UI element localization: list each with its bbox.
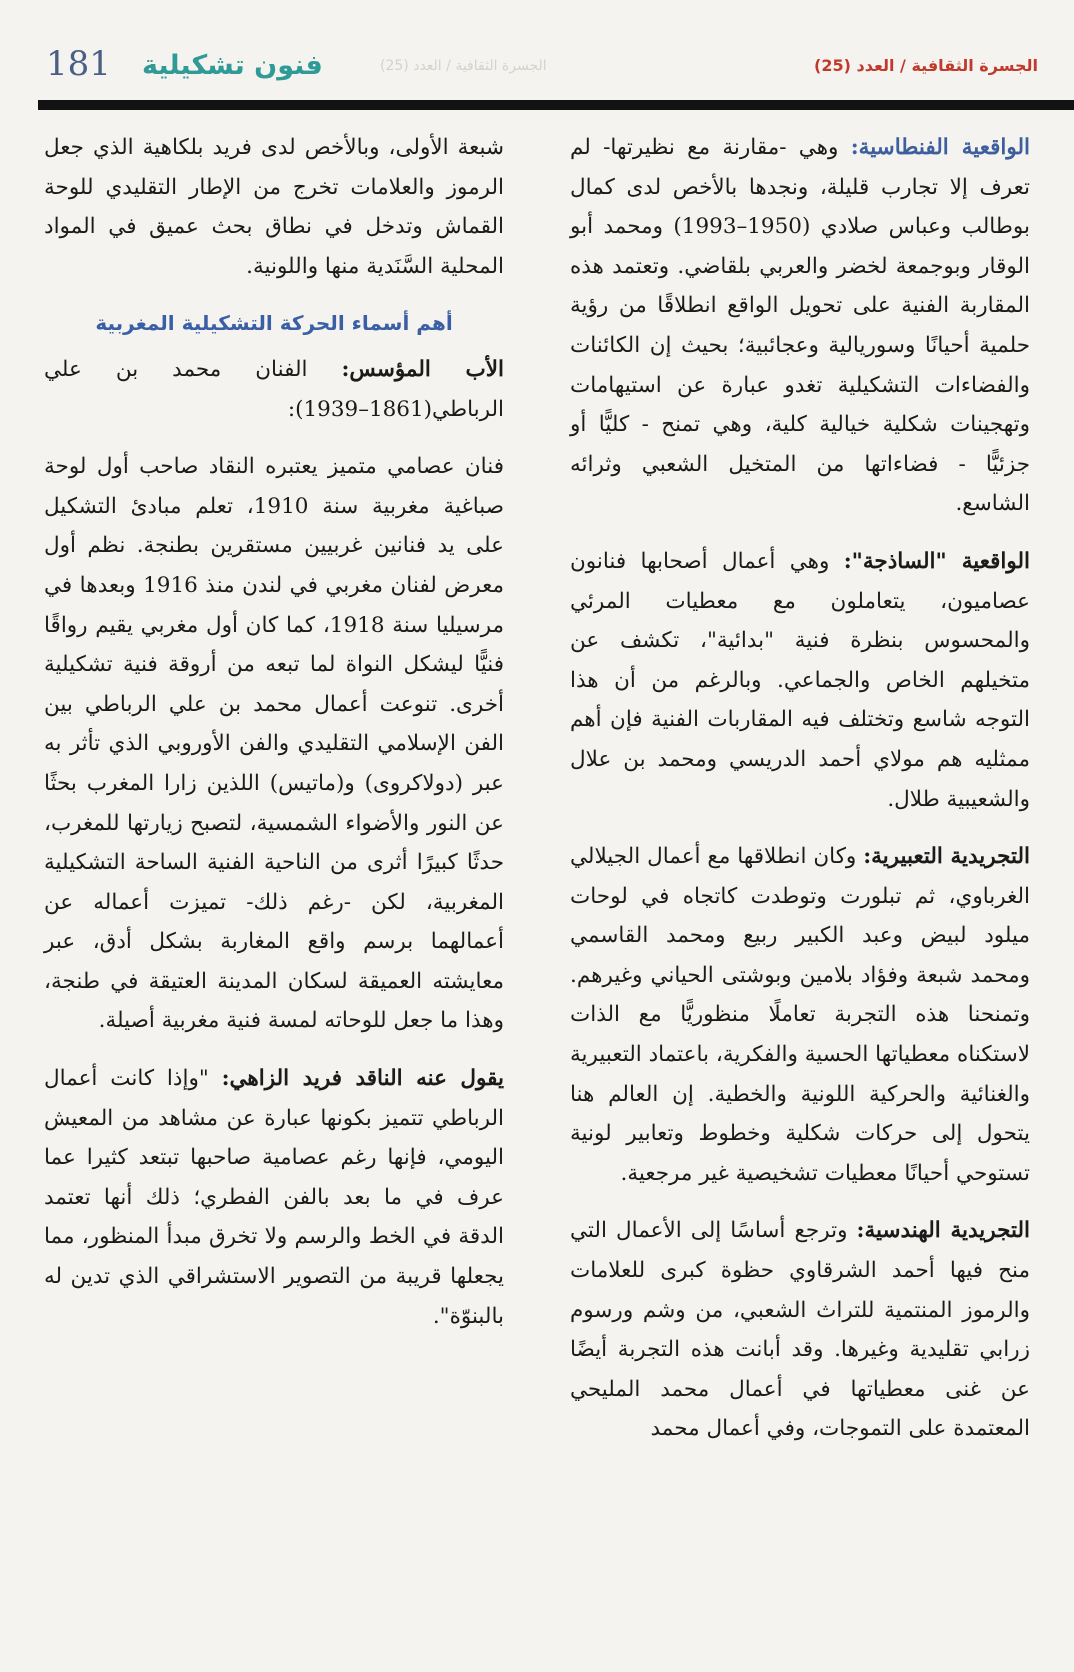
paragraph-continuation: شبعة الأولى، وبالأخص لدى فريد بلكاهية الذي جعل الرموز والعلامات تخرج من الإطار التقليدي للوحة القماش وتدخل في نطاق بحث عميق في المواد المحلية السَّنَدية منها واللونية. (44, 135, 504, 279)
left-column (44, 128, 504, 1354)
paragraph-fantastic-realism (570, 128, 1030, 524)
paragraph-critic-quote (44, 1059, 504, 1336)
paragraph-founding-father (44, 350, 504, 429)
text-fantastic-realism: وهي -مقارنة مع نظيرتها- لم تعرف إلا تجارب قليلة، ونجدها بالأخص لدى كمال بوطالب وعباس صلادي (1950–1993) ومحمد أبو الوقار وبوجمعة لخضر والعربي بلقاضي. وتعتمد هذه المقاربة الفنية على تحويل الواقع انطلاقًا من رؤية حلمية أحيانًا وسوريالية وعجائبية؛ بحيث إن الكائنات والفضاءات التشكيلية تغدو عبارة عن استيهامات وتهجينات شكلية خيالية كلية، وهي تمنح - كليًّا أو جزئيًّا - فضاءاتها من المتخيل الشعبي وثرائه الشاسع. (570, 135, 1030, 517)
paragraph-expressive-abstraction (570, 837, 1030, 1193)
paragraph-biography: فنان عصامي متميز يعتبره النقاد صاحب أول لوحة صباغية مغربية سنة 1910، تعلم مبادئ التشكيل على يد فنانين غربيين مستقرين بطنجة. نظم أول معرض لفنان مغربي في لندن منذ 1916 وبعدها في مرسيليا سنة 1918، كما كان أول مغربي يقيم رواقًا فنيًّا ليشكل النواة لما تبعه من أروقة فنية تشكيلية أخرى. تنوعت أعمال محمد بن علي الرباطي بين الفن الإسلامي التقليدي والفن الأوروبي الذي تأثر به عبر (دولاكروى) و(ماتيس) اللذين زارا المغرب بحثًا عن النور والأضواء الشمسية، لتصبح زيارتها للمغرب، حدثًا كبيرًا أثرى من الناحية الفنية الساحة التشكيلية المغربية، لكن -رغم ذلك- تميزت أعماله عن أعمالهما برسم واقع المغاربة بشكل أدق، عبر معايشته العميقة لسكان المدينة العتيقة في طنجة، وهذا ما جعل للوحاته لمسة فنية مغربية أصيلة. (44, 454, 504, 1034)
text-critic-quote: "وإذا كانت أعمال الرباطي تتميز بكونها عبارة عن مشاهد من المعيش اليومي، فإنها رغم عصامية صاحبها تبتعد كثيرا عما عرف في ما بعد بالفن الفطري؛ ذلك أنها تعتمد الدقة في الخط والرسم ولا تخرق مبدأ المنظور، مما يجعلها قريبة من التصوير الاستشراقي الذي تدين له بالبنوّة". (44, 1066, 504, 1329)
term-founding-father: الأب المؤسس: (341, 356, 504, 382)
term-critic-quote: يقول عنه الناقد فريد الزاهي: (221, 1066, 504, 1092)
text-naive-realism: وهي أعمال أصحابها فنانون عصاميون، يتعاملون مع معطيات المرئي والمحسوس بنظرة فنية "بدائية"، تكشف عن متخيلهم الخاص والجماعي. وبالرغم من أن هذا التوجه شاسع وتختلف فيه المقاربات الفنية فإن أهم ممثليه هم مولاي أحمد الدريسي ومحمد بن علال والشعيبية طلال. (570, 548, 1030, 812)
journal-title: الجسرة الثقافية / العدد (25) (814, 56, 1038, 75)
text-expressive-abstraction: وكان انطلاقها مع أعمال الجيلالي الغرباوي، ثم تبلورت وتوطدت كاتجاه في لوحات ميلود لبيض وعبد الكبير ربيع ومحمد القاسمي ومحمد شبعة وفؤاد بلامين وبوشتى الحياني وغيرهم. وتمنحنا هذه التجربة تعاملًا منظوريًّا مع الذات لاستكناه معطياتها الحسية والفكرية، باعتماد التعبيرية والغنائية والحركية اللونية والخطية. إن العالم هنا يتحول إلى حركات شكلية وخطوط وتعابير لونية تستوحي أحيانًا معطيات تشخيصية غير مرجعية. (570, 844, 1030, 1186)
text-geometric-abstraction: وترجع أساسًا إلى الأعمال التي منح فيها أحمد الشرقاوي حظوة كبرى للعلامات والرموز المنتمية للتراث الشعبي، من وشم ورسوم زرابي تقليدية وغيرها. وقد أبانت هذه التجربة أيضًا عن غنى معطياتها في أعمال محمد المليحي المعتمدة على التموجات، وفي أعمال محمد (570, 1218, 1030, 1442)
section-title: فنون تشكيلية (142, 50, 323, 81)
page-header (0, 0, 1074, 96)
term-fantastic-realism: الواقعية الفنطاسية: (850, 135, 1030, 160)
subheading: أهم أسماء الحركة التشكيلية المغربية (95, 311, 453, 336)
page-number: 181 (46, 44, 111, 84)
term-expressive-abstraction: التجريدية التعبيرية: (863, 844, 1030, 870)
header-rule (38, 100, 1074, 110)
paragraph-naive-realism (570, 542, 1030, 819)
faint-watermark-text: الجسرة الثقافية / العدد (25) (380, 58, 547, 74)
paragraph-geometric-abstraction (570, 1211, 1030, 1449)
term-geometric-abstraction: التجريدية الهندسية: (856, 1218, 1030, 1244)
right-column (570, 128, 1030, 1467)
term-naive-realism: الواقعية "الساذجة": (843, 548, 1030, 574)
text-founding-father: الفنان محمد بن علي الرباطي(1861–1939): (44, 356, 504, 422)
